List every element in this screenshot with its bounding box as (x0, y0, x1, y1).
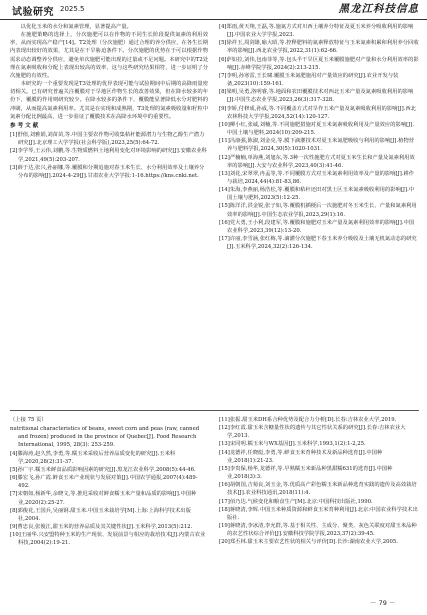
body-paragraph: 以优化玉米的水分和氮素管理，显著提高产量。 (20, 24, 132, 30)
reference-item: [12]严楠楠,单海燕,刘旭东,等.3种一次性施肥方式对夏玉米生长和产量及氮素利用效率的影响[J].大安与农业科学,2023,40(3):41-46. (219, 154, 415, 169)
reference-item: [9]李娇,付修成,孙成,等.不同覆盖方式对旱作玉米产量及氮素吸收利用的影响[J].西北农林科技大学学报,2024,52(14):120-127. (219, 105, 416, 120)
body-paragraph: 本研究的一个重要发现是T3处理的优异表现可能与试验期间中后期的高降雨量密切相关。已有研究普遍关注覆膜对于旱地区作物生长的改善效果，但在降水较多的年份下，覆膜的作用则研究较少。在降水较多的条件下，覆膜能显著降低水分对肥料的冲刷，从而提高氮素利用率。尤其是在实现和成熟期，T3处理的氮素吸收量和籽粒中氮素分配比例最高，进一步验证了覆膜技术在高降水环境中的重要性。 (10, 81, 208, 120)
reference-list (219, 416, 419, 547)
reference-item: [4]滕海涛,赵久然,李勇,等.糯玉米采收后营养品质变化的研究[J].玉米科学,2020,28(2):31-37. (10, 450, 176, 465)
reference-item: [2]李学琴,王云伟,刘鹏,等.生物质燃料土地利用变化对环境影响的研究[J].安徽农业科学,2021,49(5):203-207. (10, 148, 207, 163)
continuation-label: （上接 75 页） (10, 417, 47, 423)
reference-item: [15]陈洋洋,洪金锐,张子如,等.覆膜机插梗后一次施肥对冬玉米生长、产量和氮素利用效率的影响[J].中国生态农业学报,2023,29(1):16. (219, 203, 417, 218)
reference-item: [19]蒋晓清,李冰清,李允群,等.基于相关性、主成分、聚类、灰色关联度对甜玉米品种的农艺性状综合评价[J].安徽科技学院学报,2023,37(2):39-45. (219, 523, 417, 538)
reference-item: [12]李红霞.甜玉米含糖量性状的遗传与其它性状关系的研究[J].长春:吉林农业大学,2013. (219, 425, 406, 440)
reference-item: [5]徐祥玉,周剑雄,喻大昭,等.控释肥料的氮素释放特征与玉米氮素积累和利用养分回收率的影响[J].西北农业学报,2022,31(1):62-66. (219, 40, 419, 55)
reference-item: [15]李贵保,杨华,龙德祥,等.早熟糯玉米新品种黑甜糯631的选育[J].中国种业,2018(3):3. (219, 465, 393, 481)
body-paragraph: 在施肥策略的选择上，分次施肥可以在作物的不同生长阶段提供氮素的利用效率，从而实现高产稳产[14]。T2处理（分次施肥）通过合理的养分供应，在各生长期内表现出较好的效果，尤其是在干旱胁迫条件下。分次施肥的优势在于可以根据作物需求动态调整养分供应，避免单次施肥可能出现的过量或不足问题。本研究中的T2处理在氮素吸收和分配上表现出较高的效率，这与这些研究结果相符，进一步证明了分次施肥的有效性。 (10, 32, 208, 79)
reference-item: [16]胡朝国,吉菊良,刘玉金,等.优质高产彩色糯玉米新品种选育实践的遗传及高效栽培技术[J].农业科技通讯,2018(11):4. (219, 482, 417, 497)
reference-item: [6]滕宏飞,孙广霞.鲜食玉米产业现状与发展对策[J].中国农学通报,2007(4):489-492. (10, 475, 198, 490)
page-header (0, 0, 427, 20)
reference-item: [5]孙广宇.糯玉米鲜食品质影响因素的研究[J].黑龙江农业科学,2008(5):44-46. (10, 466, 196, 473)
reference-list (10, 131, 208, 180)
reference-item: [11]冯康强,陈淑,刘金亮,等.膜下滴灌技术对夏玉米氮肥吸收与利用的影响[J].植物营养与肥料学报,2024,30(5):1020-1031. (219, 138, 415, 153)
reference-item: [11]张振.甜玉米DH系合种优势及配合力分析[D].长春:吉林农业大学,2019. (219, 417, 397, 423)
reference-item: [17]佰乃达.气候变化和粮食生产[M].北京:中国科技出版社,1990. (219, 498, 373, 505)
reference-item: [7]李明,孙寒雷,王长啸.覆膜玉米氮肥施用对产量效应的研究[J].农业开发与装备,2023(10):159-161. (219, 72, 399, 88)
section-divider (10, 410, 419, 411)
reference-item: [8]梁明,吴勇,洛明睿,等.地面和农田覆膜技术对西北玉米产量及氮素吸收利用的影响[J].中国生态农业学报,2023,26(3):317-328. (219, 89, 414, 104)
reference-list (219, 23, 419, 251)
reference-item: [18]蒋晓清,李辉.中国玉米种质资源和鲜食玉米育种利用[J].北京:中国农业科学技术出版社. (219, 506, 418, 521)
reference-item: [10]柳小红,张诚,刘楠,等.不同施肥措施对夏玉米氮素吸收利用及产量效应的影响[J].中国土壤与肥料,2024(10):209-215. (219, 121, 415, 137)
journal-logo: 黑龙江科技信息 (338, 3, 419, 15)
reference-item: [20]郑丕林.甜玉米主要农艺性状的相关与评价[D].长沙:湖南农业大学,2005. (219, 539, 398, 546)
reference-item: nutritional characteristics of beans, sweet corn and peas (raw, canned and frozen) produced in the province of Quebec[J]. Food Research International, 1995, 28(3): 253-259. (10, 426, 200, 449)
reference-item: [14]龙德祥,任晓彪,李勇,等.鲜食玉米育种技术及新品种选育[J].中国种业,2018(1):21-23. (219, 449, 383, 464)
reference-item: [8]郭俊花,王国兵,吴丽钢.甜玉米.中国玉米栽培学[M].上海:上海科学技术出版社,2004. (10, 507, 191, 522)
reference-item: [1]舒值,刘雅娟,刘苗苗,等.中国主要农作物可收集秸秆能源潜力与生物乙醇生产潜力研究[J].北京理工大学学报(社会科学版),2023,25(5):64-72. (10, 132, 205, 147)
body-column-left (10, 23, 208, 407)
reference-item: [9]曹忠良,张俊江,甜玉米的营养品质及其关键性状[J].玉米科学,2013(5):212. (10, 524, 193, 531)
reference-item: [17]许丽,李雪涵,张红梅,等.滴灌分次施肥下春玉米养分吸收及土壤无机氮动态的研究[J].玉米科学,2024,32(2):126-134. (219, 236, 417, 251)
reference-item: [3]薛于达,张兴,孙丽娜,等.覆膜和分期追施对春玉米生长、水分利用效率及土壤养分分布的影响[J].2024-4-29[J].甘肃农业大学学报:1-16.https://kns.cnki.net. (10, 164, 205, 179)
reference-item: [16]党大勇,王小利,段建军,等.覆膜和施肥对玉米产量及氮素利用效率的影响[J].中国农业科学,2023,39(12):13-20. (219, 219, 415, 234)
references-heading: 参 考 文 献 (10, 122, 39, 129)
reference-item: [4]郑雨,黄天翔,王磊,等.施氮方式对川西土壤养分特征及夏玉米养分吸收利用的影响[J].中国农业大学学报,2023. (219, 24, 414, 39)
references-column-right (219, 23, 419, 407)
reference-item: [14]朱海,李燕丽,杨浩松,等.覆膜和秸秆还田对黑土区玉米氮素吸收利用的影响[J].中国土壤与肥料,2023(5):12-25. (219, 187, 415, 202)
page-number: － 79 － (370, 599, 396, 607)
reference-item: [13]刘花,宋翠翠,冉孟等,等.不同覆膜方式对玉米氮素利用效率及产量的影响[J].耕作与栽培,2024,44(4):81-83,86. (219, 170, 415, 185)
reference-item: [6]萨如拉,刘伟,包南菲等,等.包头半干旱区夏玉米覆膜施肥对产量和水分利用效率的影响[J].赤峰学院学报,2024(2):213-215. (219, 56, 419, 71)
issue-number: 2025.5 (60, 5, 85, 13)
reference-item: [7]宋朝如,杨新华,余晓文,等.推迟采收对鲜食糯玉米产量和品质的影响[J].中国种业,2020(2):25-27. (10, 491, 197, 506)
reference-item: [10]王丽华.兴安盟特种玉米的生产现状、发展前景与相应的栽培技术[J].内蒙古农业科技,2004(2):19-21. (10, 532, 206, 547)
journal-section-title: 试验研究 (12, 7, 54, 18)
reference-list (10, 425, 208, 547)
continued-references-right (219, 416, 419, 594)
reference-item: [13]宋同明.糯玉米与WX基因[J].玉米科学,1993,1(2):1-2,25. (219, 441, 366, 448)
continued-references-left (10, 416, 208, 594)
